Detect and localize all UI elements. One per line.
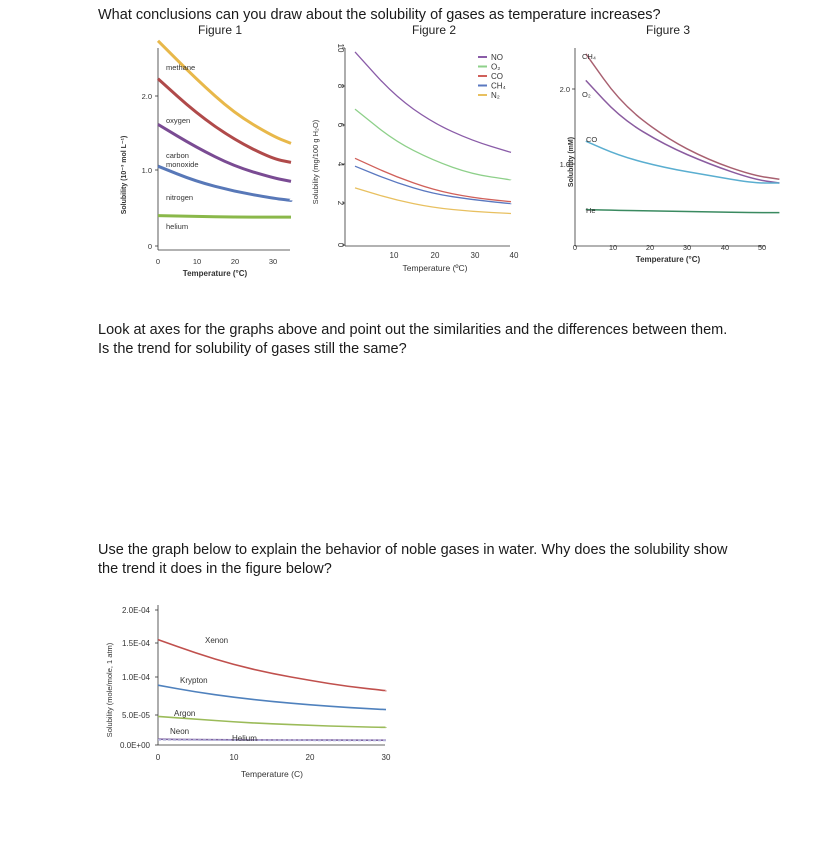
y-tick-label: 2.0E-04 xyxy=(121,606,150,615)
question-2: Look at axes for the graphs above and point out the similarities and the differences between them. Is the trend for solubility of gases still the same? xyxy=(98,322,728,357)
y-tick-label: 2.0 xyxy=(559,85,570,94)
x-axis-label: Temperature (ºC) xyxy=(402,263,468,273)
series-label: CH₄ xyxy=(582,52,596,61)
legend-label: CH₄ xyxy=(491,81,506,91)
y-tick-label: 1.0 xyxy=(559,160,570,169)
series-label: methane xyxy=(166,63,196,72)
series-line-co xyxy=(586,141,780,183)
x-tick-label: 10 xyxy=(389,251,399,260)
x-tick-label: 40 xyxy=(509,251,519,260)
y-tick-label: 4 xyxy=(336,161,345,167)
x-tick-label: 20 xyxy=(430,251,440,260)
series-label: CO xyxy=(586,135,598,144)
series-label: O₂ xyxy=(582,90,591,99)
question-1: What conclusions can you draw about the solubility of gases as temperature increases? xyxy=(98,7,661,23)
y-tick-label: 0 xyxy=(336,242,345,248)
y-tick-label: 0.0E+00 xyxy=(119,741,150,750)
series-line-he xyxy=(586,210,780,213)
series-line-argon xyxy=(158,716,386,727)
x-tick-label: 10 xyxy=(192,257,202,266)
series-label: oxygen xyxy=(166,116,191,125)
figure-2-label: Figure 2 xyxy=(412,23,457,37)
legend-label: O₂ xyxy=(491,62,501,72)
figure-3-label: Figure 3 xyxy=(646,23,691,37)
y-axis-label: Solubility (mM) xyxy=(568,136,575,188)
chart-3 xyxy=(560,48,780,264)
x-tick-label: 10 xyxy=(608,243,618,252)
x-tick-label: 0 xyxy=(572,243,578,252)
legend-label: CO xyxy=(491,72,503,81)
series-label: Neon xyxy=(170,727,190,736)
x-axis-label: Temperature (°C) xyxy=(182,269,248,278)
chart-1 xyxy=(121,41,291,278)
x-tick-label: 40 xyxy=(720,243,730,252)
series-line-o xyxy=(586,80,780,183)
series-line-ch xyxy=(355,166,511,203)
x-axis-label: Temperature (°C) xyxy=(635,255,701,264)
y-axis-label: Solubility (mole/mole, 1 atm) xyxy=(105,642,114,738)
x-tick-label: 30 xyxy=(268,257,278,266)
series-line-ch xyxy=(586,54,780,179)
legend-label: N₂ xyxy=(491,91,500,100)
series-label: helium xyxy=(166,222,189,231)
x-tick-label: 0 xyxy=(155,257,161,266)
figure-1-label: Figure 1 xyxy=(198,23,243,37)
y-tick-label: 1.0E-04 xyxy=(121,673,150,682)
chart-4 xyxy=(105,605,391,779)
x-axis-label: Temperature (C) xyxy=(241,769,303,779)
x-tick-label: 20 xyxy=(230,257,240,266)
x-tick-label: 30 xyxy=(470,251,480,260)
series-label: Xenon xyxy=(205,636,229,645)
y-axis-label: Solubility (mg/100 g H₂O) xyxy=(311,119,320,205)
series-label: carbon xyxy=(166,151,189,160)
series-line-no xyxy=(355,52,511,152)
y-tick-label: 2.0 xyxy=(141,92,152,101)
y-axis-label: Solubility (10⁻³ mol L⁻¹) xyxy=(121,135,128,215)
y-tick-label: 10 xyxy=(336,43,345,53)
y-tick-label: 8 xyxy=(336,83,345,89)
y-tick-label: 1.5E-04 xyxy=(121,639,150,648)
y-tick-label: 0 xyxy=(147,242,152,251)
series-line-krypton xyxy=(158,685,386,709)
y-tick-label: 6 xyxy=(336,122,345,128)
legend-label: NO xyxy=(491,53,503,62)
series-line-neon xyxy=(158,739,386,740)
x-tick-label: 50 xyxy=(757,243,767,252)
y-tick-label: 5.0E-05 xyxy=(121,711,150,720)
series-label: Helium xyxy=(232,734,257,743)
series-label: Krypton xyxy=(180,676,208,685)
question-3: Use the graph below to explain the behavior of noble gases in water. Why does the solubility show the trend it does in the figure below? xyxy=(98,542,728,577)
series-label: He xyxy=(586,206,596,215)
x-tick-label: 30 xyxy=(381,753,391,762)
x-tick-label: 30 xyxy=(682,243,692,252)
x-tick-label: 10 xyxy=(229,753,239,762)
series-label: Argon xyxy=(174,709,196,718)
y-tick-label: 1.0 xyxy=(141,166,152,175)
x-tick-label: 20 xyxy=(645,243,655,252)
series-label: monoxide xyxy=(166,160,199,169)
x-tick-label: 20 xyxy=(305,753,315,762)
x-tick-label: 0 xyxy=(155,753,161,762)
chart-2 xyxy=(311,44,519,273)
series-line-methane xyxy=(158,41,291,144)
series-line-helium xyxy=(158,216,291,218)
series-label: nitrogen xyxy=(166,193,194,202)
y-tick-label: 2 xyxy=(336,200,345,206)
